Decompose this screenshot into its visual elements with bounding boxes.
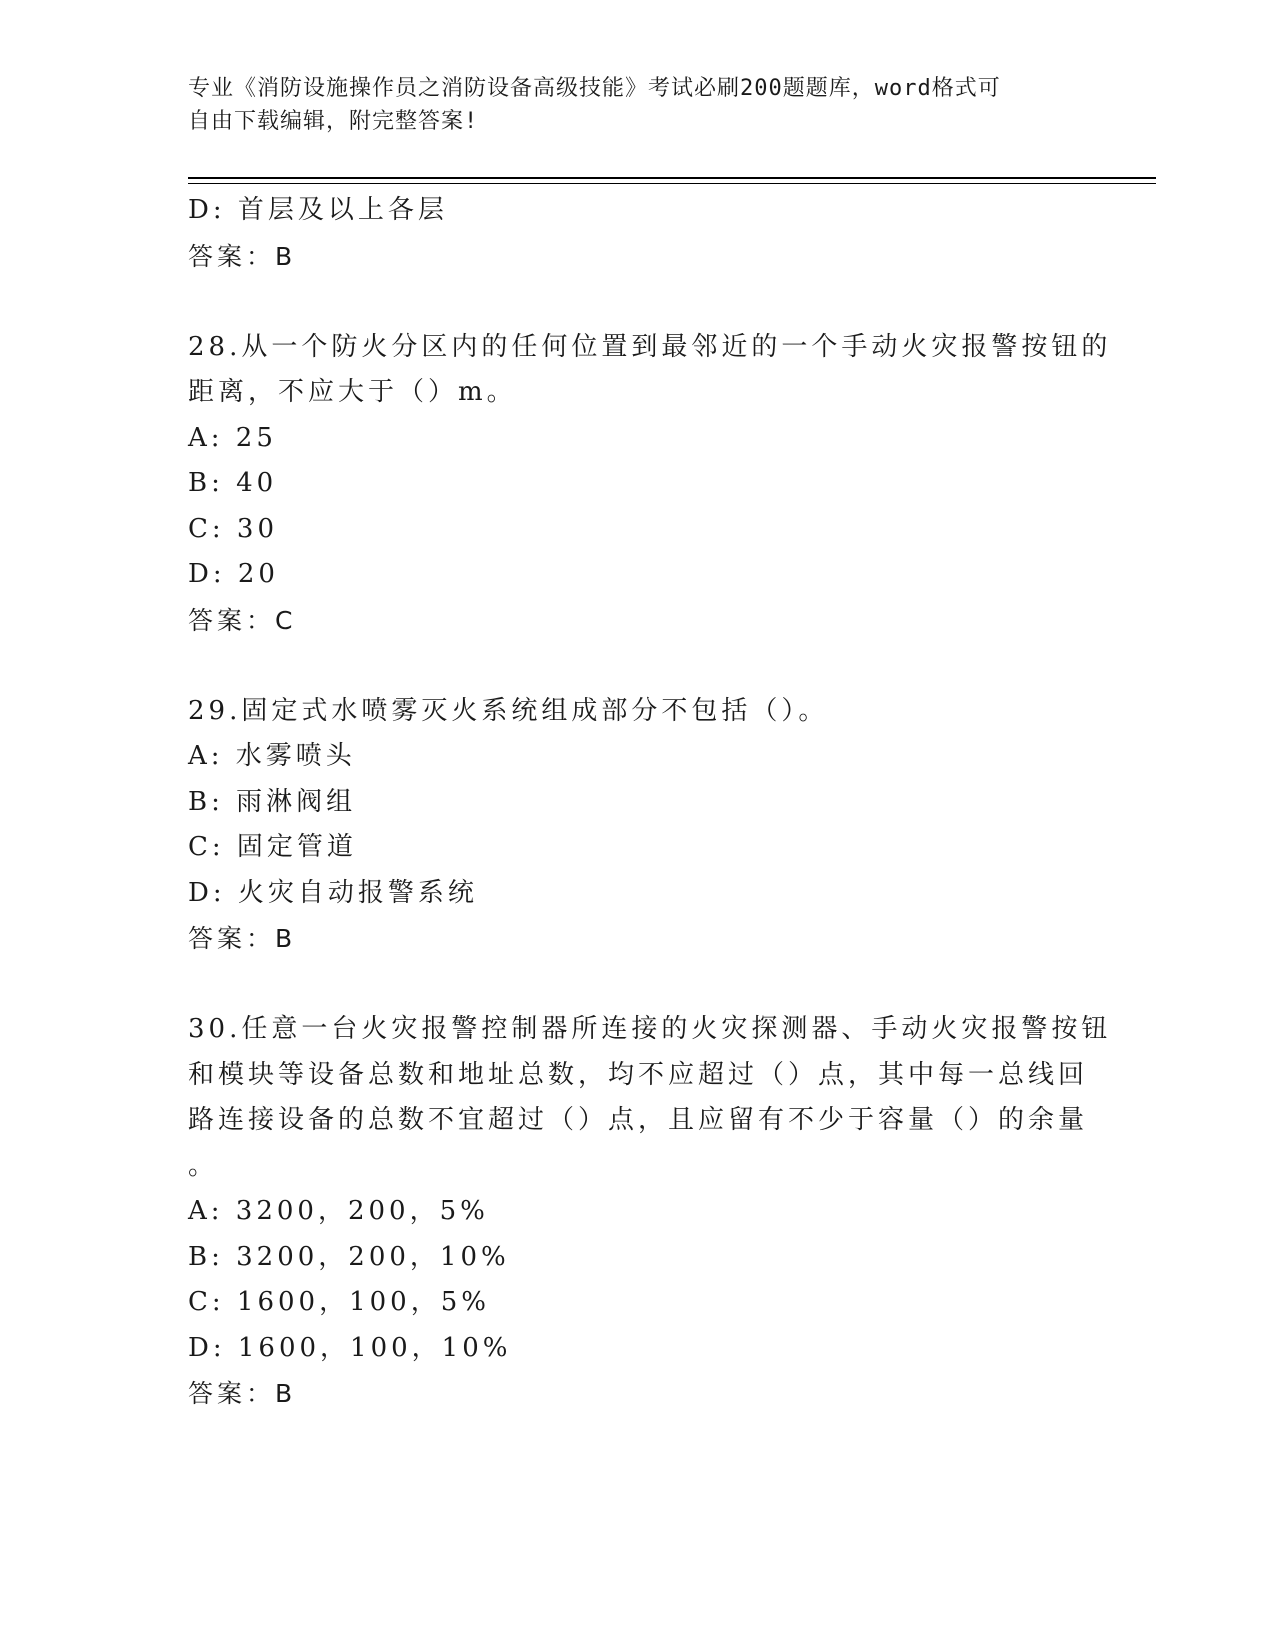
option-b: B: 雨淋阀组 xyxy=(188,786,357,817)
question-stem-line: 距离，不应大于（）m。 xyxy=(188,377,517,407)
question-stem-line: 路连接设备的总数不宜超过（）点，且应留有不少于容量（）的余量 xyxy=(188,1105,1089,1135)
option-d: D: 火灾自动报警系统 xyxy=(188,877,478,908)
answer-line: 答案：B xyxy=(188,1379,297,1408)
question-spacer xyxy=(188,279,1088,325)
question-list xyxy=(188,188,1112,1417)
question-29 xyxy=(188,689,1088,962)
option-a: A: 3200，200，5% xyxy=(188,1196,489,1226)
question-stem-line: 28.从一个防火分区内的任何位置到最邻近的一个手动火灾报警按钮的 xyxy=(188,331,1112,362)
header-line-2: 自由下载编辑，附完整答案! xyxy=(188,109,479,134)
question-spacer xyxy=(188,643,1088,689)
answer-line: 答案：B xyxy=(188,924,297,953)
header-divider-thin xyxy=(188,183,1156,184)
option-c: C: 固定管道 xyxy=(188,832,357,862)
question-stem-line: 。 xyxy=(188,1150,219,1181)
option-c: C: 30 xyxy=(188,513,279,544)
question-stem-line: 30.任意一台火灾报警控制器所连接的火灾探测器、手动火灾报警按钮 xyxy=(188,1014,1112,1044)
prev-question-option-d: D: 首层及以上各层 xyxy=(188,195,448,225)
answer-line: 答案：C xyxy=(188,605,297,635)
option-b: B: 40 xyxy=(188,468,278,498)
header-line-1: 专业《消防设施操作员之消防设备高级技能》考试必刷200题题库，word格式可 xyxy=(188,76,1001,101)
option-d: D: 1600，100，10% xyxy=(188,1332,512,1363)
question-spacer xyxy=(188,962,1088,1008)
option-d: D: 20 xyxy=(188,559,279,589)
question-stem-line: 29.固定式水喷雾灭火系统组成部分不包括（）。 xyxy=(188,695,829,726)
question-28 xyxy=(188,325,1112,644)
question-30 xyxy=(188,1007,1112,1417)
document-header xyxy=(188,72,1068,138)
question-stem-line: 和模块等设备总数和地址总数，均不应超过（）点，其中每一总线回 xyxy=(188,1059,1089,1090)
option-a: A: 25 xyxy=(188,422,277,453)
option-a: A: 水雾喷头 xyxy=(188,741,356,771)
option-b: B: 3200，200，10% xyxy=(188,1241,510,1272)
option-c: C: 1600，100，5% xyxy=(188,1287,490,1317)
prev-question-answer: 答案：B xyxy=(188,241,297,271)
header-divider-thick xyxy=(188,177,1156,179)
